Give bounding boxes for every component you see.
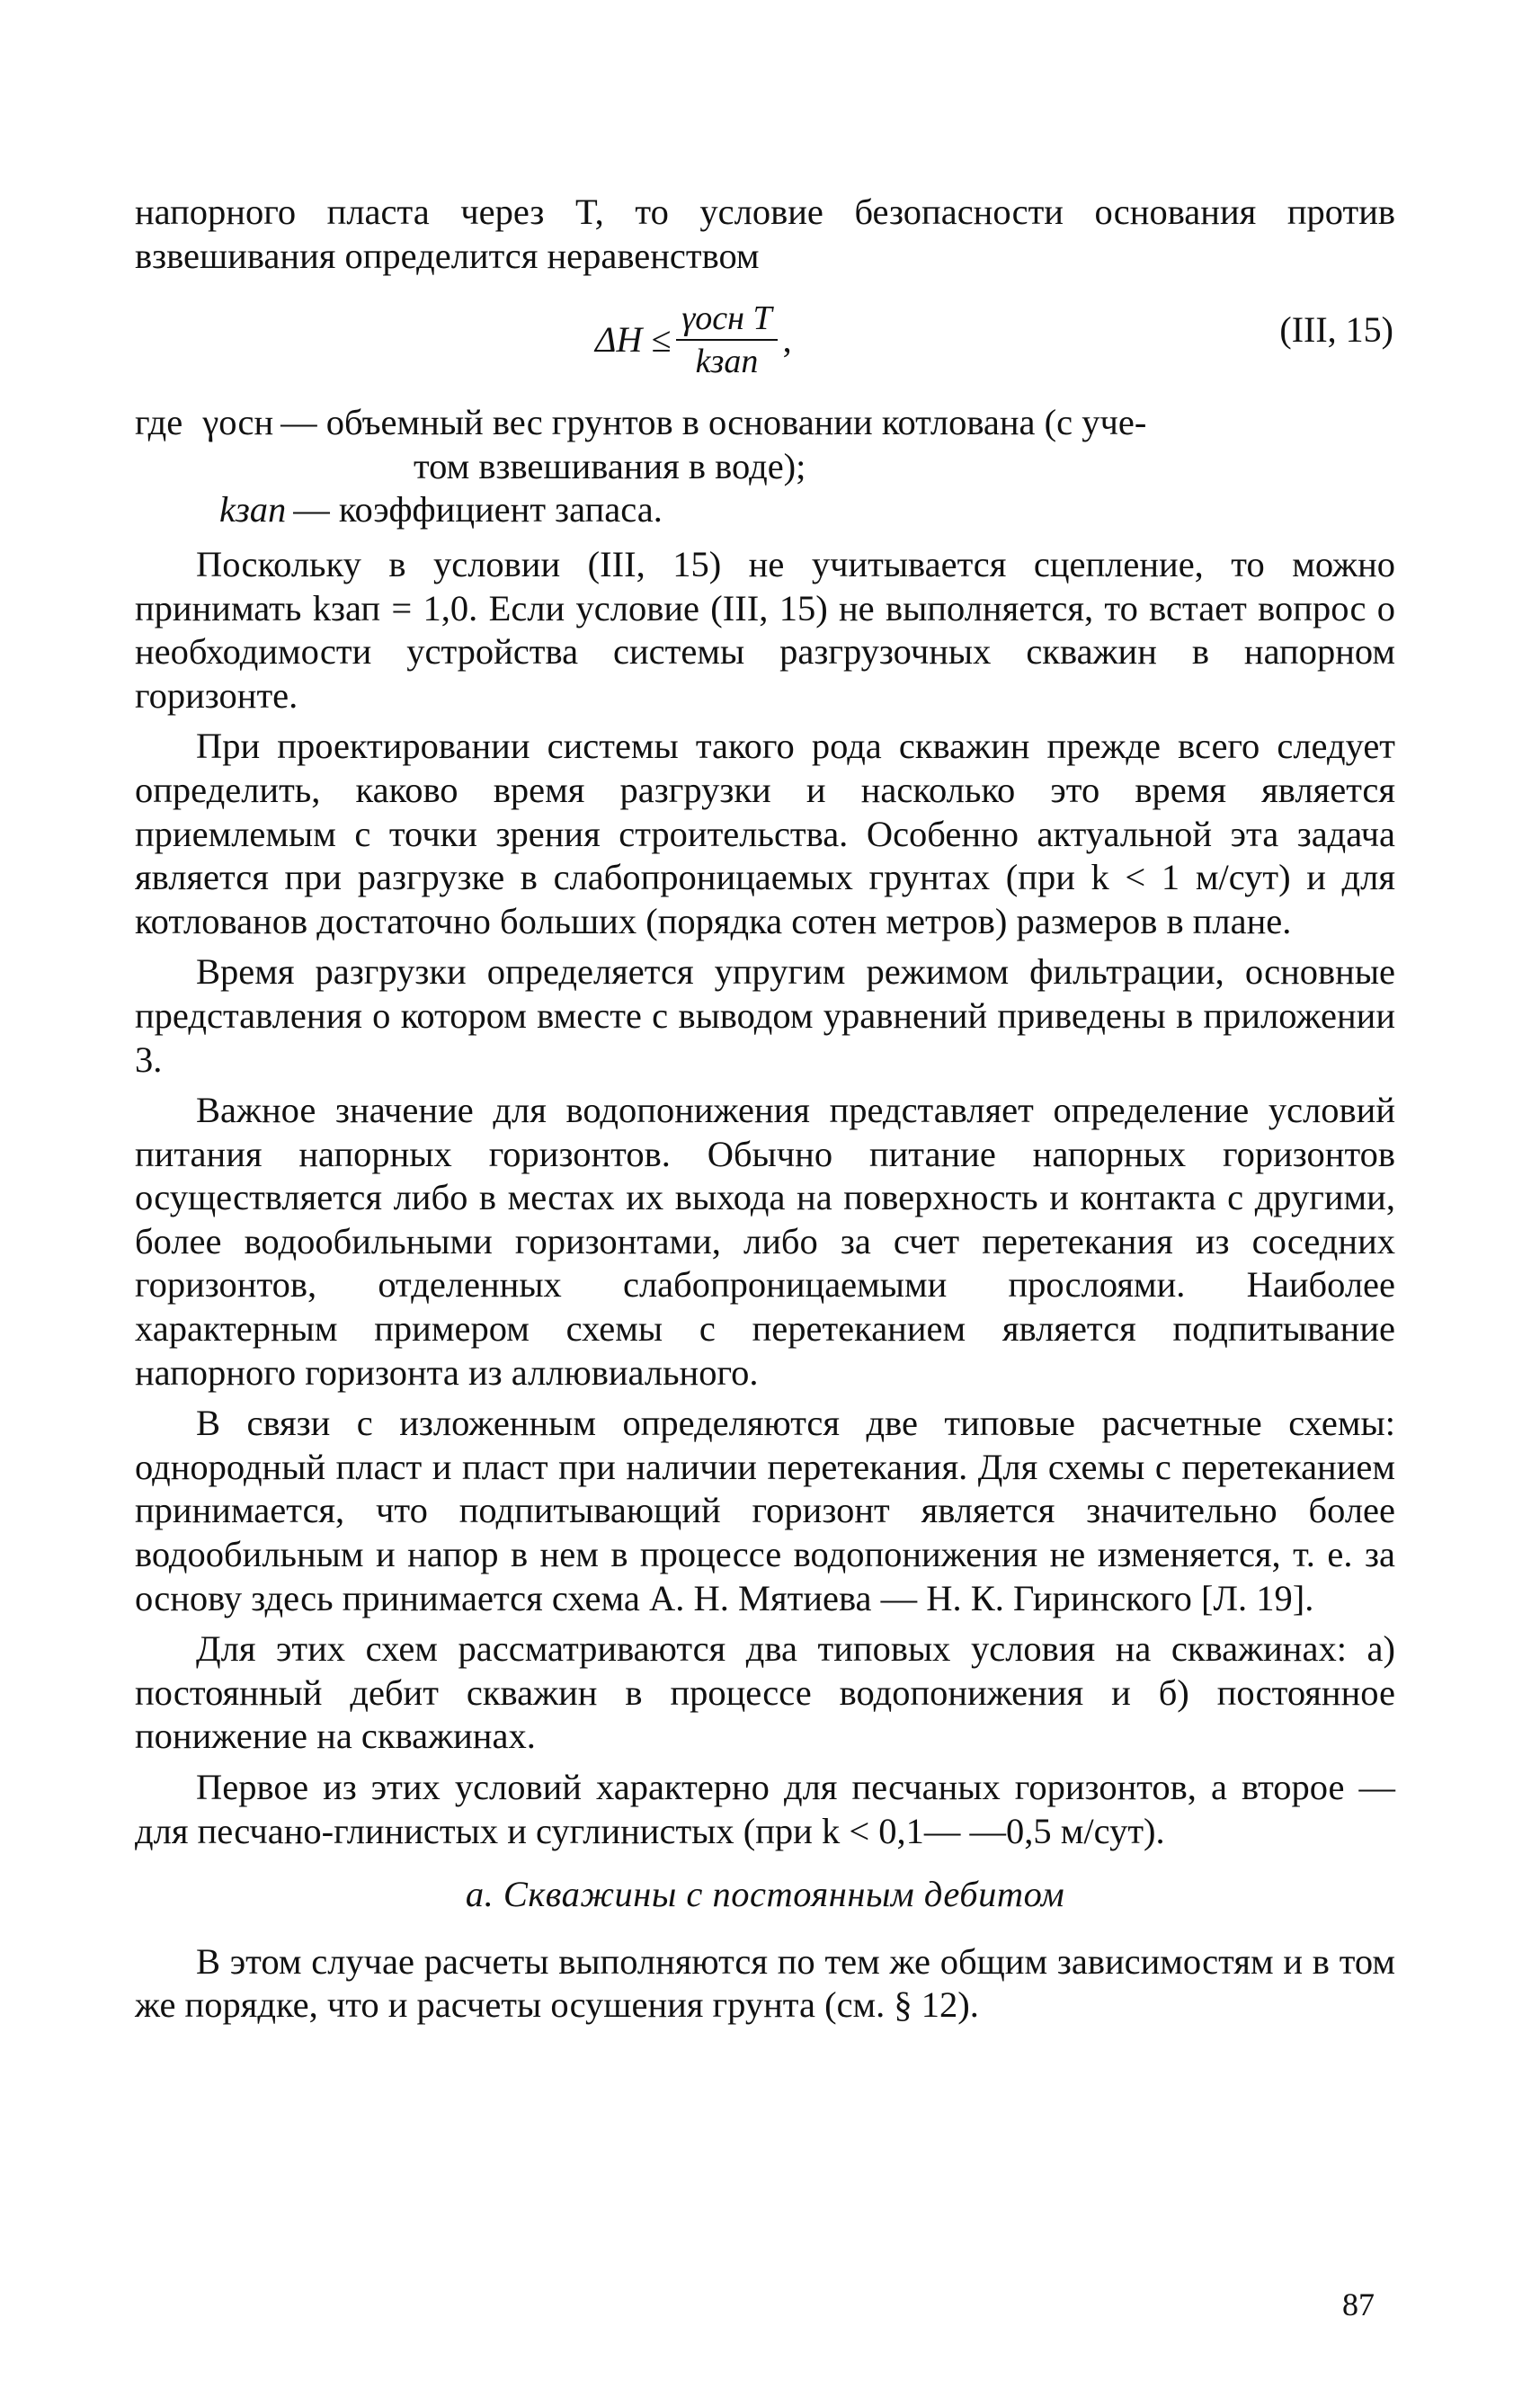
definition-item-2 xyxy=(135,488,1395,532)
paragraph-7: Первое из этих условий характерно для песчаных горизонтов, а второе — для песчано-глинистых и суглинистых (при k < 0,1— —0,5 м/сут). xyxy=(135,1767,1395,1851)
paragraph-1: Поскольку в условии (III, 15) не учитывается сцепление, то можно принимать kзап = 1,0. Если условие (III, 15) не выполняется, то встает вопрос о необходимости устройства системы разгрузочных скважин в напорном горизонте. xyxy=(135,543,1395,716)
formula-trail: , xyxy=(782,318,792,360)
paragraph-4: Важное значение для водопонижения представляет определение условий питания напорных горизонтов. Обычно питание напорных горизонтов осуществляется либо в местах их выхода на поверхность и контакта с другими, более водообильными горизонтами, либо за счет перетекания из соседних горизонтов, отделенных слабопроницаемыми прослоями. Наиболее характерным примером схемы с перетеканием является подпитывание напорного горизонта из аллювиального. xyxy=(135,1090,1395,1393)
page-number: 87 xyxy=(1342,2286,1375,2322)
inequality-formula xyxy=(595,301,792,379)
paragraph-5: В связи с изложенным определяются две типовые расчетные схемы: однородный пласт и пласт при наличии перетекания. Для схемы с перетеканием принимается, что подпитывающий горизонт является значительно более водообильным и напор в нем в процессе водопонижения не изменяется, т. е. за основу здесь принимается схема А. Н. Мятиева — Н. К. Гиринского [Л. 19]. xyxy=(135,1403,1395,1618)
definition-continuation-1: том взвешивания в воде); xyxy=(414,445,806,486)
formula-lhs: ΔH ≤ xyxy=(595,318,672,360)
intro-paragraph: напорного пласта через T, то условие безопасности основания против взвешивания определится неравенством xyxy=(135,192,1395,276)
paragraph-2: При проектировании системы такого рода скважин прежде всего следует определить, каково время разгрузки и насколько это время является приемлемым с точки зрения строительства. Особенно актуальной эта задача является при разгрузке в слабопроницаемых грунтах (при k < 1 м/сут) и для котлованов достаточно больших (порядка сотен метров) размеров в плане. xyxy=(135,726,1395,941)
definition-text-2: — коэффициент запаса. xyxy=(293,489,663,530)
definition-term-k: kзап xyxy=(219,489,287,530)
definition-text-1: — объемный вес грунтов в основании котлована (с уче- xyxy=(280,402,1147,443)
paragraph-6: Для этих схем рассматриваются два типовых условия на скважинах: а) постоянный дебит скважин в процессе водопонижения и б) постоянное понижение на скважинах. xyxy=(135,1628,1395,1757)
definition-lead-word: где xyxy=(135,402,183,443)
formula-fraction xyxy=(676,301,777,379)
final-paragraph: В этом случае расчеты выполняются по тем же общим зависимостям и в том же порядке, что и расчеты осушения грунта (см. § 12). xyxy=(135,1940,1395,2026)
definition-lead xyxy=(135,401,273,445)
definitions-list xyxy=(135,401,1395,532)
definition-term-gamma: γосн xyxy=(202,402,274,443)
equation-number: (III, 15) xyxy=(1279,309,1393,351)
page-body xyxy=(135,191,1395,2035)
formula-numerator: γосн T xyxy=(676,301,777,341)
definition-item-1 xyxy=(135,401,1395,445)
formula-block xyxy=(135,285,1395,388)
paragraph-3: Время разгрузки определяется упругим режимом фильтрации, основные представления о котором вместе с выводом уравнений приведены в приложении 3. xyxy=(135,951,1395,1080)
section-heading: а. Скважины с постоянным дебитом xyxy=(465,1874,1065,1915)
formula-denominator: kзап xyxy=(695,343,759,381)
